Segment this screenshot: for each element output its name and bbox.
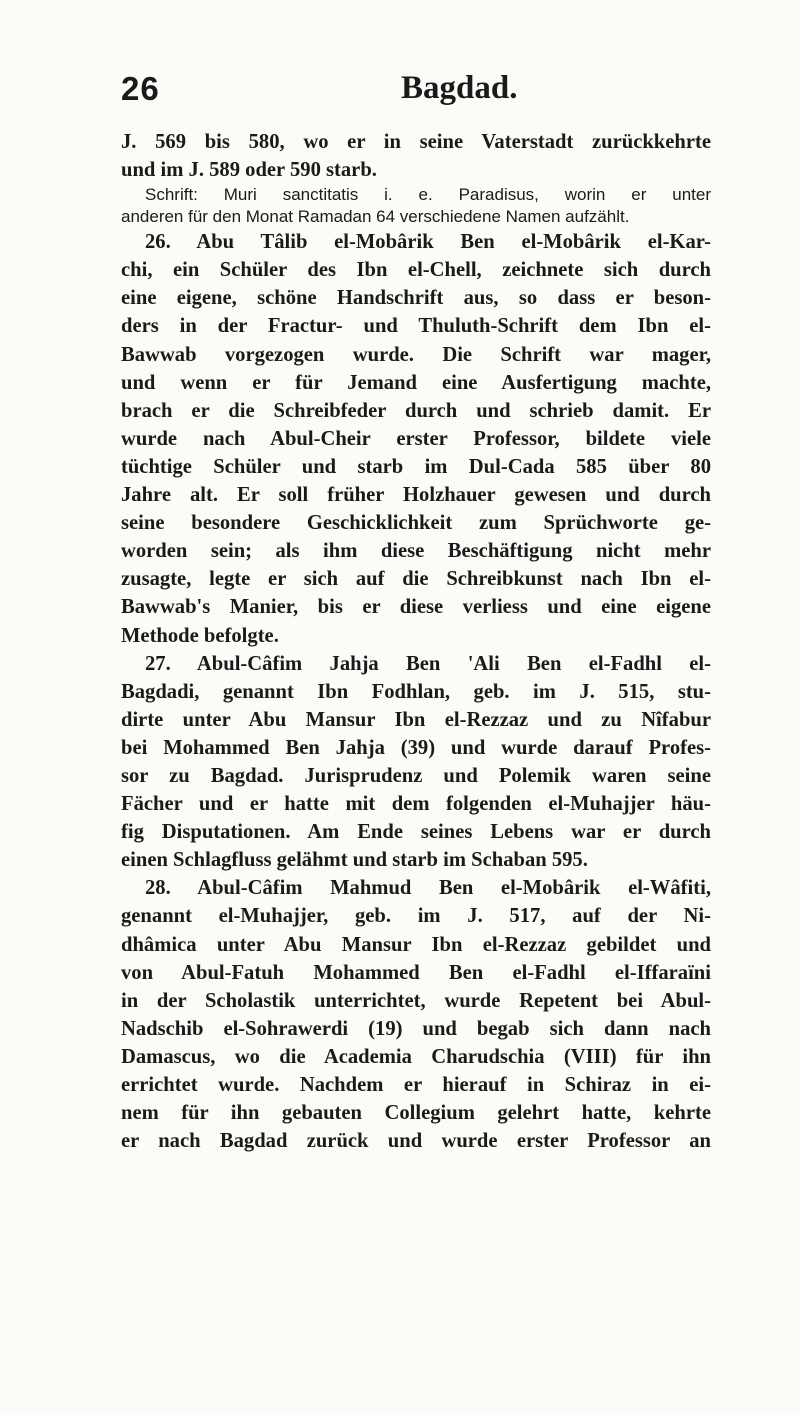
text-line: von Abul-Fatuh Mohammed Ben el-Fadhl el-Iffaraïni <box>121 961 711 984</box>
text-line: wurde nach Abul-Cheir erster Professor, bildete viele <box>121 427 711 450</box>
text-line: fig Disputationen. Am Ende seines Lebens war er durch <box>121 821 711 844</box>
text-line: errichtet wurde. Nachdem er hierauf in Schiraz in ei- <box>121 1074 711 1096</box>
text-line: ders in der Fractur- und Thuluth-Schrift dem Ibn el- <box>121 315 711 338</box>
text-line: Bawwab's Manier, bis er diese verliess und eine eigene <box>121 596 711 619</box>
text-line: 28. Abul-Câfim Mahmud Ben el-Mobârik el-Wâfiti, <box>145 877 711 900</box>
text-line: 27. Abul-Câfim Jahja Ben 'Ali Ben el-Fadhl el- <box>145 652 711 675</box>
text-line: einen Schlagfluss gelähmt und starb im Schaban 595. <box>121 849 588 872</box>
text-line: dhâmica unter Abu Mansur Ibn el-Rezzaz gebildet und <box>121 933 711 956</box>
text-line: Jahre alt. Er soll früher Holzhauer gewesen und durch <box>121 484 711 507</box>
page-number: 26 <box>121 70 160 107</box>
text-line: chi, ein Schüler des Ibn el-Chell, zeichnete sich durch <box>121 259 711 282</box>
text-line: Bawwab vorgezogen wurde. Die Schrift war mager, <box>121 343 711 366</box>
text-line: J. 569 bis 580, wo er in seine Vaterstadt zurückkehrte <box>121 131 711 153</box>
body-text <box>121 128 711 1155</box>
text-line: 26. Abu Tâlib el-Mobârik Ben el-Mobârik el-Kar- <box>145 231 711 254</box>
text-line: dirte unter Abu Mansur Ibn el-Rezzaz und zu Nîfabur <box>121 708 711 731</box>
text-line: Nadschib el-Sohrawerdi (19) und begab sich dann nach <box>121 1017 711 1040</box>
text-line: er nach Bagdad zurück und wurde erster Professor an <box>121 1130 711 1153</box>
text-line: Methode befolgte. <box>121 624 279 647</box>
text-line: und wenn er für Jemand eine Ausfertigung machte, <box>121 371 711 394</box>
text-line: und im J. 589 oder 590 starb. <box>121 159 377 182</box>
text-line: bei Mohammed Ben Jahja (39) und wurde darauf Profes- <box>121 736 711 759</box>
text-line: nem für ihn gebauten Collegium gelehrt hatte, kehrte <box>121 1102 711 1125</box>
footnote-line: anderen für den Monat Ramadan 64 verschiedene Namen aufzählt. <box>121 207 630 227</box>
text-line: seine besondere Geschicklichkeit zum Sprüchworte ge- <box>121 512 711 535</box>
text-line: genannt el-Muhajjer, geb. im J. 517, auf der Ni- <box>121 905 711 928</box>
text-line: Fächer und er hatte mit dem folgenden el-Muhajjer häu- <box>121 793 711 816</box>
text-line: zusagte, legte er sich auf die Schreibkunst nach Ibn el- <box>121 568 711 591</box>
text-line: Bagdadi, genannt Ibn Fodhlan, geb. im J. 515, stu- <box>121 680 711 703</box>
text-line: worden sein; als ihm diese Beschäftigung nicht mehr <box>121 540 711 563</box>
running-head: Bagdad. <box>401 70 518 106</box>
text-line: brach er die Schreibfeder durch und schrieb damit. Er <box>121 399 711 422</box>
page-header <box>121 70 681 114</box>
footnote-line: Schrift: Muri sanctitatis i. e. Paradisus, worin er unter <box>145 185 711 205</box>
text-line: eine eigene, schöne Handschrift aus, so dass er beson- <box>121 287 711 310</box>
text-line: Damascus, wo die Academia Charudschia (VIII) für ihn <box>121 1045 711 1068</box>
text-line: in der Scholastik unterrichtet, wurde Repetent bei Abul- <box>121 989 711 1012</box>
text-line: tüchtige Schüler und starb im Dul-Cada 585 über 80 <box>121 455 711 478</box>
text-line: sor zu Bagdad. Jurisprudenz und Polemik waren seine <box>121 764 711 787</box>
